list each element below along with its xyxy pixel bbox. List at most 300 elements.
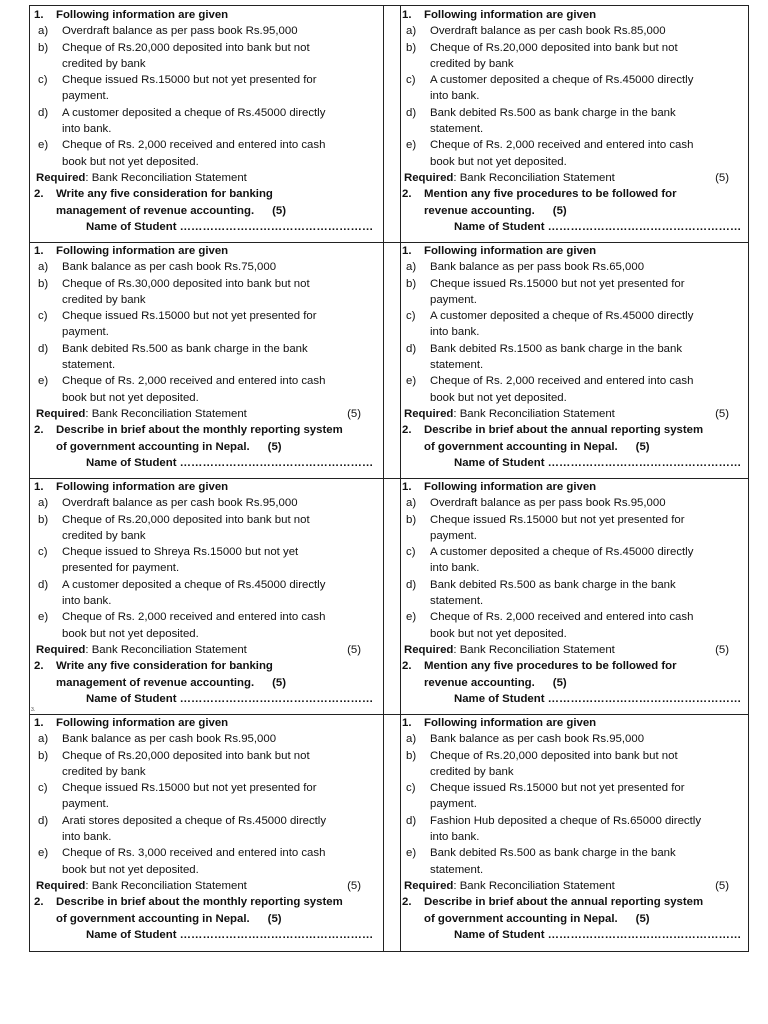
item-letter: b) — [38, 513, 49, 526]
question-2-text — [56, 911, 282, 927]
question-2-line: Write any five consideration for banking — [56, 188, 273, 201]
question-2-line: management of revenue accounting. — [56, 676, 255, 689]
list-item-continuation — [34, 528, 379, 544]
required-label: Required — [36, 171, 86, 184]
student-name-field: Name of Student …………………………………………… — [454, 220, 742, 233]
item-text: Overdraft balance as per pass book Rs.95,000 — [430, 497, 666, 510]
item-text: statement. — [430, 359, 484, 372]
item-text: A customer deposited a cheque of Rs.45000 directly — [430, 74, 694, 87]
required-text — [36, 170, 247, 186]
question-number: 1. — [402, 9, 412, 21]
list-item-continuation — [34, 292, 379, 308]
item-letter: b) — [38, 277, 49, 290]
student-name-line — [402, 927, 747, 943]
question-2-text — [424, 186, 677, 202]
student-name-field: Name of Student …………………………………………… — [454, 456, 742, 469]
item-letter: d) — [38, 106, 49, 119]
item-text: book but not yet deposited. — [62, 627, 199, 640]
list-item — [402, 373, 747, 389]
question-2-line: Describe in brief about the monthly reporting system — [56, 896, 343, 909]
question-2-continuation — [34, 439, 379, 455]
list-item — [34, 845, 379, 861]
item-text: Bank debited Rs.500 as bank charge in the bank — [430, 578, 676, 591]
required-text — [36, 878, 247, 894]
list-item — [402, 845, 747, 861]
question-2-heading — [402, 894, 747, 910]
question-2-text — [424, 203, 567, 219]
student-name-line — [402, 455, 747, 471]
item-text: into bank. — [62, 831, 112, 844]
item-text: book but not yet deposited. — [62, 863, 199, 876]
item-text: book but not yet deposited. — [430, 391, 567, 404]
item-text: presented for payment. — [62, 562, 180, 575]
list-item — [402, 23, 747, 39]
required-text — [404, 642, 615, 658]
question-2-text — [424, 911, 650, 927]
item-text: book but not yet deposited. — [62, 391, 199, 404]
question-1-text: Following information are given — [424, 245, 597, 257]
item-text: Arati stores deposited a cheque of Rs.45000 directly — [62, 814, 327, 827]
item-letter: a) — [38, 25, 49, 38]
list-item-continuation — [402, 862, 747, 878]
list-item — [402, 105, 747, 121]
question-card — [34, 7, 379, 241]
list-item — [402, 577, 747, 593]
list-item — [34, 105, 379, 121]
question-1-heading — [402, 243, 747, 259]
list-item-continuation — [34, 154, 379, 170]
item-letter: d) — [406, 106, 417, 119]
question-1-heading — [34, 715, 379, 731]
required-marks: (5) — [715, 407, 729, 420]
student-name-field: Name of Student …………………………………………… — [86, 692, 374, 705]
item-letter: c) — [406, 310, 416, 323]
required-label: Required — [404, 407, 454, 420]
question-1-text: Following information are given — [56, 245, 229, 257]
list-item — [402, 813, 747, 829]
item-text: Cheque of Rs. 3,000 received and entered into cash — [62, 847, 326, 860]
student-name-field: Name of Student …………………………………………… — [86, 220, 374, 233]
question-2-text — [424, 439, 650, 455]
question-number: 1. — [402, 245, 412, 257]
question-number: 2. — [34, 660, 44, 673]
list-item — [402, 731, 747, 747]
item-text: Fashion Hub deposited a cheque of Rs.65000 directly — [430, 814, 702, 827]
item-letter: b) — [406, 749, 417, 762]
item-text: Bank debited Rs.500 as bank charge in the bank — [430, 106, 676, 119]
list-item — [34, 72, 379, 88]
question-2-text — [56, 422, 343, 438]
required-value: : Bank Reconciliation Statement — [85, 171, 247, 184]
item-text: payment. — [62, 90, 109, 103]
required-marks: (5) — [347, 643, 361, 656]
item-text: payment. — [62, 326, 109, 339]
required-marks: (5) — [715, 879, 729, 892]
required-label: Required — [404, 171, 454, 184]
item-text: Cheque of Rs. 2,000 received and entered into cash — [430, 375, 694, 388]
list-item-continuation — [402, 357, 747, 373]
item-text: Cheque of Rs. 2,000 received and entered into cash — [62, 139, 326, 152]
list-item — [34, 577, 379, 593]
list-item — [402, 512, 747, 528]
item-letter: a) — [406, 497, 417, 510]
question-2-line: of government accounting in Nepal. — [56, 912, 250, 925]
required-line — [34, 170, 379, 186]
question-2-text — [424, 658, 677, 674]
item-letter: d) — [406, 342, 417, 355]
question-number: 1. — [402, 481, 412, 493]
required-text — [404, 170, 615, 186]
item-text: Cheque issued Rs.15000 but not yet presented for — [62, 74, 317, 87]
student-name-line — [34, 455, 379, 471]
list-item-continuation — [402, 764, 747, 780]
item-text: Cheque issued Rs.15000 but not yet presented for — [62, 310, 317, 323]
item-letter: e) — [406, 375, 417, 388]
question-2-heading — [34, 422, 379, 438]
question-2-line: Mention any five procedures to be followed for — [424, 188, 677, 201]
item-text: Cheque of Rs.20,000 deposited into bank but not — [62, 749, 310, 762]
question-2-continuation — [402, 203, 747, 219]
list-item — [402, 308, 747, 324]
item-letter: d) — [406, 578, 417, 591]
list-item — [34, 23, 379, 39]
required-line — [402, 170, 747, 186]
item-letter: e) — [38, 375, 49, 388]
item-letter: e) — [406, 611, 417, 624]
list-item-continuation — [34, 121, 379, 137]
required-value: : Bank Reconciliation Statement — [85, 407, 247, 420]
question-1-heading — [402, 479, 747, 495]
item-text: Bank debited Rs.1500 as bank charge in the bank — [430, 342, 683, 355]
item-letter: c) — [38, 74, 48, 87]
list-item — [34, 341, 379, 357]
item-letter: e) — [406, 847, 417, 860]
question-number: 2. — [34, 424, 44, 437]
required-line — [402, 406, 747, 422]
list-item — [402, 544, 747, 560]
item-text: Overdraft balance as per cash book Rs.95,000 — [62, 497, 298, 510]
question-2-line: of government accounting in Nepal. — [56, 440, 250, 453]
list-item-continuation — [402, 560, 747, 576]
list-item — [402, 72, 747, 88]
item-letter: d) — [38, 342, 49, 355]
student-name-field: Name of Student …………………………………………… — [454, 928, 742, 941]
item-text: Cheque issued Rs.15000 but not yet presented for — [62, 782, 317, 795]
item-letter: a) — [406, 25, 417, 38]
question-2-continuation — [34, 911, 379, 927]
required-text — [36, 406, 247, 422]
list-item-continuation — [34, 88, 379, 104]
list-item-continuation — [34, 626, 379, 642]
question-2-heading — [402, 186, 747, 202]
student-name-line — [34, 691, 379, 707]
question-2-line: Write any five consideration for banking — [56, 660, 273, 673]
question-1-heading — [402, 7, 747, 23]
item-text: Cheque of Rs.20,000 deposited into bank but not — [430, 749, 678, 762]
student-name-field: Name of Student …………………………………………… — [454, 692, 742, 705]
list-item — [402, 137, 747, 153]
question-2-marks: (5) — [267, 440, 282, 453]
question-number: 2. — [402, 188, 412, 201]
question-2-heading — [402, 658, 747, 674]
item-text: statement. — [430, 863, 484, 876]
list-item — [34, 609, 379, 625]
question-card — [34, 715, 379, 949]
list-item — [402, 780, 747, 796]
item-text: book but not yet deposited. — [430, 155, 567, 168]
list-item-continuation — [402, 154, 747, 170]
question-2-text — [56, 439, 282, 455]
item-text: Bank debited Rs.500 as bank charge in the bank — [430, 847, 676, 860]
list-item-continuation — [402, 88, 747, 104]
list-item-continuation — [34, 324, 379, 340]
required-marks: (5) — [715, 171, 729, 184]
list-item-continuation — [402, 593, 747, 609]
question-1-heading — [34, 479, 379, 495]
list-item — [34, 40, 379, 56]
item-text: Bank balance as per pass book Rs.65,000 — [430, 261, 645, 274]
list-item — [34, 137, 379, 153]
question-2-continuation — [34, 203, 379, 219]
question-2-marks: (5) — [272, 204, 287, 217]
list-item-continuation — [34, 560, 379, 576]
item-letter: c) — [38, 310, 48, 323]
item-letter: b) — [38, 749, 49, 762]
question-card — [402, 7, 747, 241]
question-2-text — [56, 894, 343, 910]
required-value: : Bank Reconciliation Statement — [453, 407, 615, 420]
list-item-continuation — [402, 829, 747, 845]
required-value: : Bank Reconciliation Statement — [453, 643, 615, 656]
item-letter: a) — [38, 497, 49, 510]
list-item — [402, 40, 747, 56]
required-value: : Bank Reconciliation Statement — [85, 879, 247, 892]
list-item — [402, 495, 747, 511]
required-label: Required — [36, 407, 86, 420]
question-2-marks: (5) — [267, 912, 282, 925]
list-item-continuation — [402, 626, 747, 642]
list-item — [34, 495, 379, 511]
item-text: Overdraft balance as per pass book Rs.95,000 — [62, 25, 298, 38]
question-2-text — [56, 675, 286, 691]
question-2-line: revenue accounting. — [424, 676, 535, 689]
question-2-marks: (5) — [552, 676, 567, 689]
item-text: payment. — [430, 293, 477, 306]
question-2-marks: (5) — [552, 204, 567, 217]
question-1-heading — [402, 715, 747, 731]
question-number: 1. — [34, 717, 44, 729]
question-2-marks: (5) — [635, 912, 650, 925]
question-card — [402, 479, 747, 713]
item-text: A customer deposited a cheque of Rs.45000 directly — [62, 106, 326, 119]
item-text: statement. — [62, 359, 116, 372]
list-item-continuation — [34, 593, 379, 609]
question-2-text — [424, 894, 703, 910]
student-name-line — [34, 219, 379, 235]
item-letter: c) — [406, 782, 416, 795]
item-text: Bank balance as per cash book Rs.95,000 — [62, 733, 277, 746]
item-text: Cheque of Rs. 2,000 received and entered into cash — [62, 611, 326, 624]
required-label: Required — [36, 643, 86, 656]
list-item-continuation — [402, 56, 747, 72]
question-2-line: Describe in brief about the monthly reporting system — [56, 424, 343, 437]
list-item-continuation — [402, 121, 747, 137]
list-item — [34, 276, 379, 292]
item-letter: a) — [406, 733, 417, 746]
item-letter: a) — [38, 733, 49, 746]
item-text: into bank. — [430, 90, 480, 103]
list-item — [34, 308, 379, 324]
list-item — [34, 748, 379, 764]
question-2-heading — [402, 422, 747, 438]
list-item-continuation — [402, 292, 747, 308]
question-2-text — [56, 203, 286, 219]
required-label: Required — [404, 643, 454, 656]
question-number: 2. — [34, 188, 44, 201]
question-1-text: Following information are given — [424, 481, 597, 493]
question-number: 2. — [34, 896, 44, 909]
item-letter: e) — [406, 139, 417, 152]
question-2-text — [424, 675, 567, 691]
list-item — [34, 731, 379, 747]
list-item — [402, 609, 747, 625]
list-item-continuation — [34, 56, 379, 72]
required-label: Required — [36, 879, 86, 892]
question-2-heading — [34, 658, 379, 674]
student-name-line — [34, 927, 379, 943]
item-text: into bank. — [62, 123, 112, 136]
question-2-line: of government accounting in Nepal. — [424, 912, 618, 925]
item-text: Cheque of Rs.20,000 deposited into bank but not — [430, 41, 678, 54]
item-letter: c) — [406, 74, 416, 87]
item-letter: d) — [406, 814, 417, 827]
list-item-continuation — [34, 829, 379, 845]
question-card — [34, 243, 379, 477]
required-marks: (5) — [715, 643, 729, 656]
list-item — [402, 259, 747, 275]
question-number: 1. — [34, 481, 44, 493]
required-marks: (5) — [347, 879, 361, 892]
item-text: book but not yet deposited. — [430, 627, 567, 640]
item-letter: e) — [38, 139, 49, 152]
question-2-heading — [34, 894, 379, 910]
item-text: into bank. — [430, 562, 480, 575]
item-letter: c) — [406, 546, 416, 559]
question-2-text — [56, 186, 273, 202]
list-item-continuation — [34, 390, 379, 406]
question-2-line: Describe in brief about the annual reporting system — [424, 896, 704, 909]
question-number: 1. — [402, 717, 412, 729]
question-2-line: Describe in brief about the annual reporting system — [424, 424, 704, 437]
list-item — [402, 276, 747, 292]
question-card — [34, 479, 379, 713]
item-letter: d) — [38, 578, 49, 591]
item-text: Cheque issued Rs.15000 but not yet presented for — [430, 782, 685, 795]
item-text: Cheque of Rs. 2,000 received and entered into cash — [62, 375, 326, 388]
item-text: Cheque of Rs.20,000 deposited into bank but not — [62, 513, 310, 526]
student-name-field: Name of Student …………………………………………… — [86, 456, 374, 469]
question-2-marks: (5) — [272, 676, 287, 689]
item-text: A customer deposited a cheque of Rs.45000 directly — [430, 546, 694, 559]
item-text: credited by bank — [62, 293, 146, 306]
question-2-text — [424, 422, 703, 438]
list-item-continuation — [402, 390, 747, 406]
question-1-text: Following information are given — [56, 717, 229, 729]
list-item — [34, 813, 379, 829]
item-text: Bank balance as per cash book Rs.75,000 — [62, 261, 277, 274]
item-letter: e) — [38, 847, 49, 860]
item-text: Cheque issued Rs.15000 but not yet presented for — [430, 277, 685, 290]
question-2-text — [56, 658, 273, 674]
item-text: into bank. — [62, 595, 112, 608]
list-item — [402, 748, 747, 764]
question-2-continuation — [402, 439, 747, 455]
list-item-continuation — [34, 796, 379, 812]
list-item — [402, 341, 747, 357]
list-item — [34, 544, 379, 560]
question-2-line: Mention any five procedures to be followed for — [424, 660, 677, 673]
item-text: Bank balance as per cash book Rs.95,000 — [430, 733, 645, 746]
question-1-text: Following information are given — [56, 9, 229, 21]
question-number: 1. — [34, 245, 44, 257]
required-line — [402, 642, 747, 658]
item-letter: b) — [406, 277, 417, 290]
required-line — [34, 878, 379, 894]
item-text: statement. — [430, 123, 484, 136]
question-2-line: management of revenue accounting. — [56, 204, 255, 217]
item-text: Cheque of Rs.30,000 deposited into bank but not — [62, 277, 310, 290]
item-text: credited by bank — [62, 765, 146, 778]
item-text: Cheque of Rs. 2,000 received and entered into cash — [430, 139, 694, 152]
item-letter: b) — [406, 41, 417, 54]
required-text — [36, 642, 247, 658]
question-2-continuation — [402, 675, 747, 691]
question-2-marks: (5) — [635, 440, 650, 453]
item-text: Cheque of Rs.20,000 deposited into bank but not — [62, 41, 310, 54]
question-card — [402, 243, 747, 477]
question-2-continuation — [402, 911, 747, 927]
item-letter: a) — [406, 261, 417, 274]
question-1-heading — [34, 7, 379, 23]
item-text: into bank. — [430, 831, 480, 844]
question-number: 2. — [402, 660, 412, 673]
question-2-heading — [34, 186, 379, 202]
list-item — [34, 373, 379, 389]
item-text: Bank debited Rs.500 as bank charge in the bank — [62, 342, 308, 355]
student-name-field: Name of Student …………………………………………… — [86, 928, 374, 941]
question-sheet — [29, 5, 749, 952]
item-letter: a) — [38, 261, 49, 274]
required-line — [34, 642, 379, 658]
list-item — [34, 259, 379, 275]
item-letter: c) — [38, 782, 48, 795]
question-number: 1. — [34, 9, 44, 21]
item-letter: e) — [38, 611, 49, 624]
stray-mark: 3. — [31, 707, 36, 713]
student-name-line — [402, 691, 747, 707]
question-1-text: Following information are given — [424, 717, 597, 729]
list-item-continuation — [34, 357, 379, 373]
list-item-continuation — [34, 862, 379, 878]
item-text: payment. — [430, 798, 477, 811]
list-item — [34, 512, 379, 528]
required-marks: (5) — [347, 407, 361, 420]
item-text: A customer deposited a cheque of Rs.45000 directly — [62, 578, 326, 591]
required-label: Required — [404, 879, 454, 892]
item-text: Cheque issued Rs.15000 but not yet presented for — [430, 513, 685, 526]
question-1-heading — [34, 243, 379, 259]
question-number: 2. — [402, 896, 412, 909]
